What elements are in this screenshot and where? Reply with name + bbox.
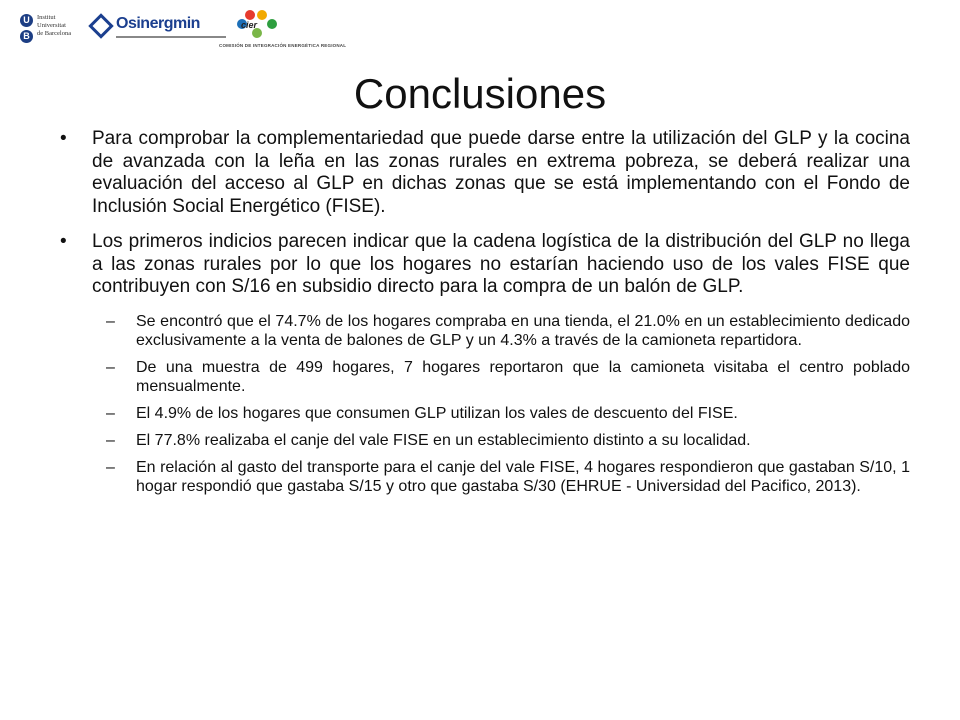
dash-icon: – [106,358,115,376]
sub-bullet-text: Se encontró que el 74.7% de los hogares compraba en una tienda, el 21.0% en un establecimiento dedicado exclusivamente a la venta de balones de GLP y un 4.3% a través de la camioneta repartidora. [136,312,910,349]
bullet-dot-icon: • [60,128,67,149]
cier-wordmark: cier [241,20,258,30]
sub-bullet-item [60,458,910,496]
ub-u-badge: U [20,14,33,27]
sub-bullet-text: El 4.9% de los hogares que consumen GLP utilizan los vales de descuento del FISE. [136,404,738,422]
cier-dot [267,19,277,29]
bullet-item [60,128,910,218]
cier-logo [219,6,347,52]
ub-logo-text: Institut Universitat de Barcelona [37,14,72,37]
osinergmin-name: Osinergmin [116,15,200,32]
cier-dot [257,10,267,20]
sub-bullet-item [60,431,910,450]
bullet-item [60,231,910,299]
header-logos [14,6,347,52]
osinergmin-tagline [116,36,226,38]
ub-b-badge: B [20,30,33,43]
cier-caption: COMISIÓN DE INTEGRACIÓN ENERGÉTICA REGIONAL [219,43,347,48]
sub-bullet-item [60,404,910,423]
sub-bullet-text: De una muestra de 499 hogares, 7 hogares reportaron que la camioneta visitaba el centro poblado mensualmente. [136,358,910,395]
dash-icon: – [106,404,115,422]
dash-icon: – [106,458,115,476]
osinergmin-logo [92,16,217,44]
slide-body [60,128,910,504]
sub-bullet-item [60,358,910,396]
sub-bullet-text: El 77.8% realizaba el canje del vale FISE en un establecimiento distinto a su localidad. [136,431,751,449]
osinergmin-diamond-icon [88,13,113,38]
dash-icon: – [106,312,115,330]
sub-bullet-text: En relación al gasto del transporte para el canje del vale FISE, 4 hogares respondieron que gastaban S/10, 1 hogar respondió que gastaba S/15 y otro que gastaba S/30 (EHRUE - Universidad del Pacifico, 2013). [136,458,910,495]
cier-dot [245,10,255,20]
bullet-text: Los primeros indicios parecen indicar que la cadena logística de la distribución del GLP no llega a las zonas rurales por lo que los hogares no estarían haciendo uso de los vales FISE que contribuyen con S/16 en subsidio directo para la compra de un balón de GLP. [92,231,910,297]
bullet-dot-icon: • [60,231,67,252]
dash-icon: – [106,431,115,449]
slide-title: Conclusiones [353,70,607,117]
sub-bullet-item [60,312,910,350]
bullet-text: Para comprobar la complementariedad que puede darse entre la utilización del GLP y la cocina de avanzada con la leña en las zonas rurales en extrema pobreza, se deberá realizar una evaluación del acceso al GLP en dichas zonas que se está implementando con el Fondo de Inclusión Social Energético (FISE). [92,128,910,217]
universitat-barcelona-logo [20,14,94,50]
